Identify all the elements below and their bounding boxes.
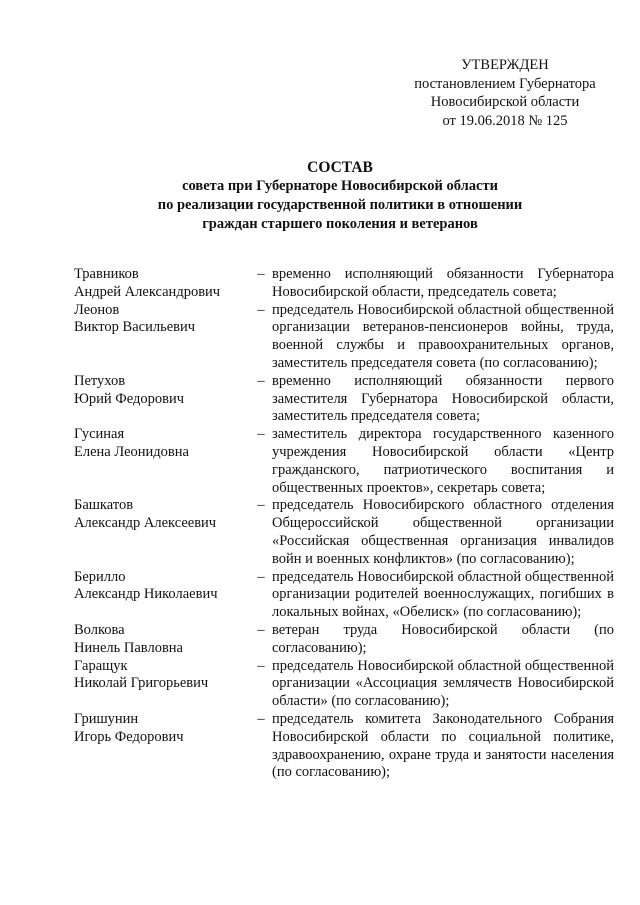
member-given-names: Андрей Александрович	[74, 283, 221, 300]
member-role: временно исполняющий обязанности первого заместителя Губернатора Новосибирской области, заместитель председателя совета;	[272, 372, 614, 425]
member-surname: Башкатов	[74, 497, 134, 514]
member-row	[74, 302, 614, 373]
member-row	[74, 622, 614, 658]
member-role: председатель Новосибирской областной общественной организации «Ассоциация землячеств Новосибирской области» (по согласованию);	[272, 657, 614, 710]
member-given-names: Игорь Федорович	[74, 728, 184, 745]
approval-status: УТВЕРЖДЕН	[461, 57, 549, 73]
member-dash: –	[257, 426, 265, 443]
member-dash: –	[257, 710, 265, 727]
title-line-2: по реализации государственной политики в отношении	[157, 197, 523, 213]
member-surname: Петухов	[74, 372, 126, 389]
member-given-names: Николай Григорьевич	[74, 675, 209, 692]
title-line-3: граждан старшего поколения и ветеранов	[202, 216, 478, 232]
member-dash: –	[257, 497, 265, 514]
approval-date-number: от 19.06.2018 № 125	[442, 112, 568, 129]
member-name	[74, 711, 250, 782]
document-title	[60, 158, 620, 234]
member-name	[74, 302, 250, 373]
member-given-names: Александр Алексеевич	[74, 515, 217, 532]
member-row	[74, 569, 614, 622]
member-given-names: Юрий Федорович	[74, 390, 185, 407]
member-row	[74, 711, 614, 782]
member-dash: –	[257, 621, 265, 638]
member-role: председатель Новосибирского областного отделения Общероссийской общественной организации «Российская общественная организация инвалидов войн и военных конфликтов» (по согласованию);	[272, 497, 614, 567]
approval-block	[400, 56, 610, 130]
member-name	[74, 426, 250, 497]
member-role: председатель комитета Законодательного Собрания Новосибирской области по социальной политике, здравоохранению, охране труда и занятости населения (по согласованию);	[272, 710, 614, 781]
member-dash: –	[257, 372, 265, 389]
member-name	[74, 497, 250, 568]
member-row	[74, 373, 614, 426]
member-role: председатель Новосибирской областной общественной организации ветеранов-пенсионеров войны, труда, военной службы и правоохранительных органов, заместитель председателя совета (по согласованию);	[272, 301, 614, 371]
member-role: председатель Новосибирской областной общественной организации родителей военнослужащих, погибших в локальных войнах, «Обелиск» (по согласованию);	[272, 568, 614, 621]
title-heading: СОСТАВ	[307, 159, 373, 176]
member-name	[74, 569, 250, 622]
member-dash: –	[257, 266, 265, 282]
member-role: ветеран труда Новосибирской области (по согласованию);	[272, 621, 614, 656]
approval-basis: постановлением Губернатора	[414, 75, 596, 92]
member-row	[74, 658, 614, 711]
member-name	[74, 622, 250, 658]
member-name	[74, 373, 250, 426]
member-role: временно исполняющий обязанности Губернатора Новосибирской области, председатель совета;	[272, 266, 614, 300]
member-name	[74, 658, 250, 711]
member-row	[74, 266, 614, 302]
member-dash: –	[257, 657, 265, 674]
member-dash: –	[257, 568, 265, 585]
member-row	[74, 497, 614, 568]
member-surname: Гусиная	[74, 426, 125, 443]
member-surname: Гришунин	[74, 710, 139, 727]
member-role: заместитель директора государственного казенного учреждения Новосибирской области «Центр гражданского, патриотического воспитания и общественных проектов», секретарь совета;	[272, 426, 614, 496]
member-surname: Леонов	[74, 301, 120, 318]
approval-region: Новосибирской области	[430, 94, 580, 110]
member-surname: Травников	[74, 266, 139, 282]
member-given-names: Виктор Васильевич	[74, 319, 196, 336]
title-line-1: совета при Губернаторе Новосибирской области	[182, 178, 498, 194]
member-given-names: Елена Леонидовна	[74, 443, 189, 460]
members-list	[74, 266, 614, 782]
member-surname: Гаращук	[74, 657, 128, 674]
member-surname: Берилло	[74, 568, 126, 585]
member-name	[74, 266, 250, 302]
member-row	[74, 426, 614, 497]
member-given-names: Александр Николаевич	[74, 586, 218, 603]
member-dash: –	[257, 301, 265, 318]
member-given-names: Нинель Павловна	[74, 639, 183, 656]
member-surname: Волкова	[74, 621, 125, 638]
